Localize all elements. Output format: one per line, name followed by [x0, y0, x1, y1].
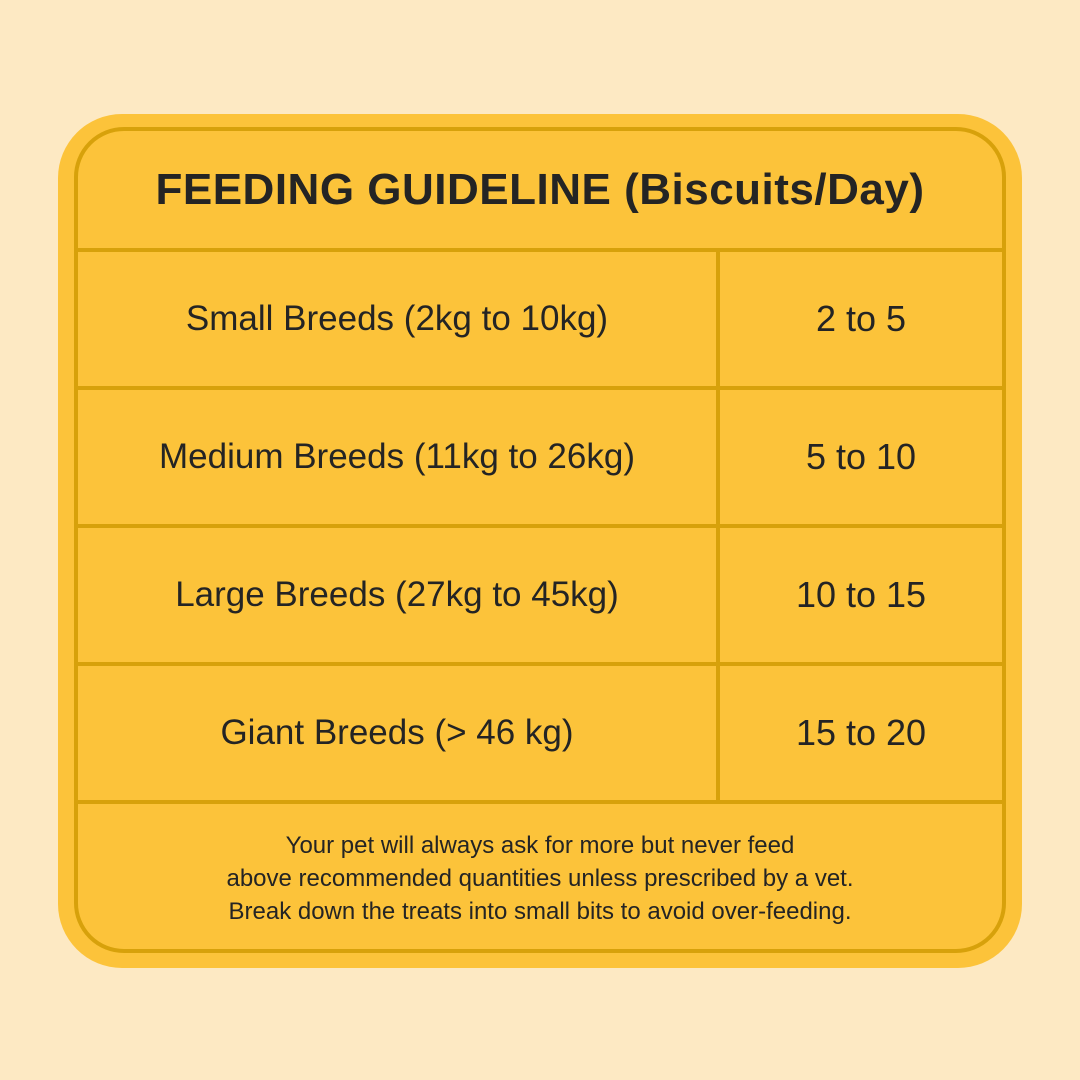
table-row	[78, 390, 1002, 528]
breed-cell: Small Breeds (2kg to 10kg)	[78, 252, 720, 386]
breed-cell: Large Breeds (27kg to 45kg)	[78, 528, 720, 662]
quantity-cell: 15 to 20	[795, 712, 927, 753]
breed-cell: Medium Breeds (11kg to 26kg)	[78, 390, 720, 524]
quantity-cell: 5 to 10	[805, 436, 917, 477]
footer-line: above recommended quantities unless prescribed by a vet.	[226, 865, 854, 892]
quantity-cell: 2 to 5	[815, 298, 907, 339]
quantity-cell: 10 to 15	[795, 574, 927, 615]
footer-line: Break down the treats into small bits to avoid over-feeding.	[228, 898, 852, 925]
breed-cell: Giant Breeds (> 46 kg)	[78, 666, 720, 800]
footer-note	[78, 804, 1002, 953]
table-header	[78, 131, 1002, 252]
table-row	[78, 252, 1002, 390]
table-row	[78, 528, 1002, 666]
table-body	[78, 252, 1002, 804]
table-row	[78, 666, 1002, 804]
page-title: FEEDING GUIDELINE (Biscuits/Day)	[155, 164, 925, 214]
footer-line: Your pet will always ask for more but never feed	[285, 832, 795, 859]
feeding-guideline-table	[74, 127, 1006, 953]
